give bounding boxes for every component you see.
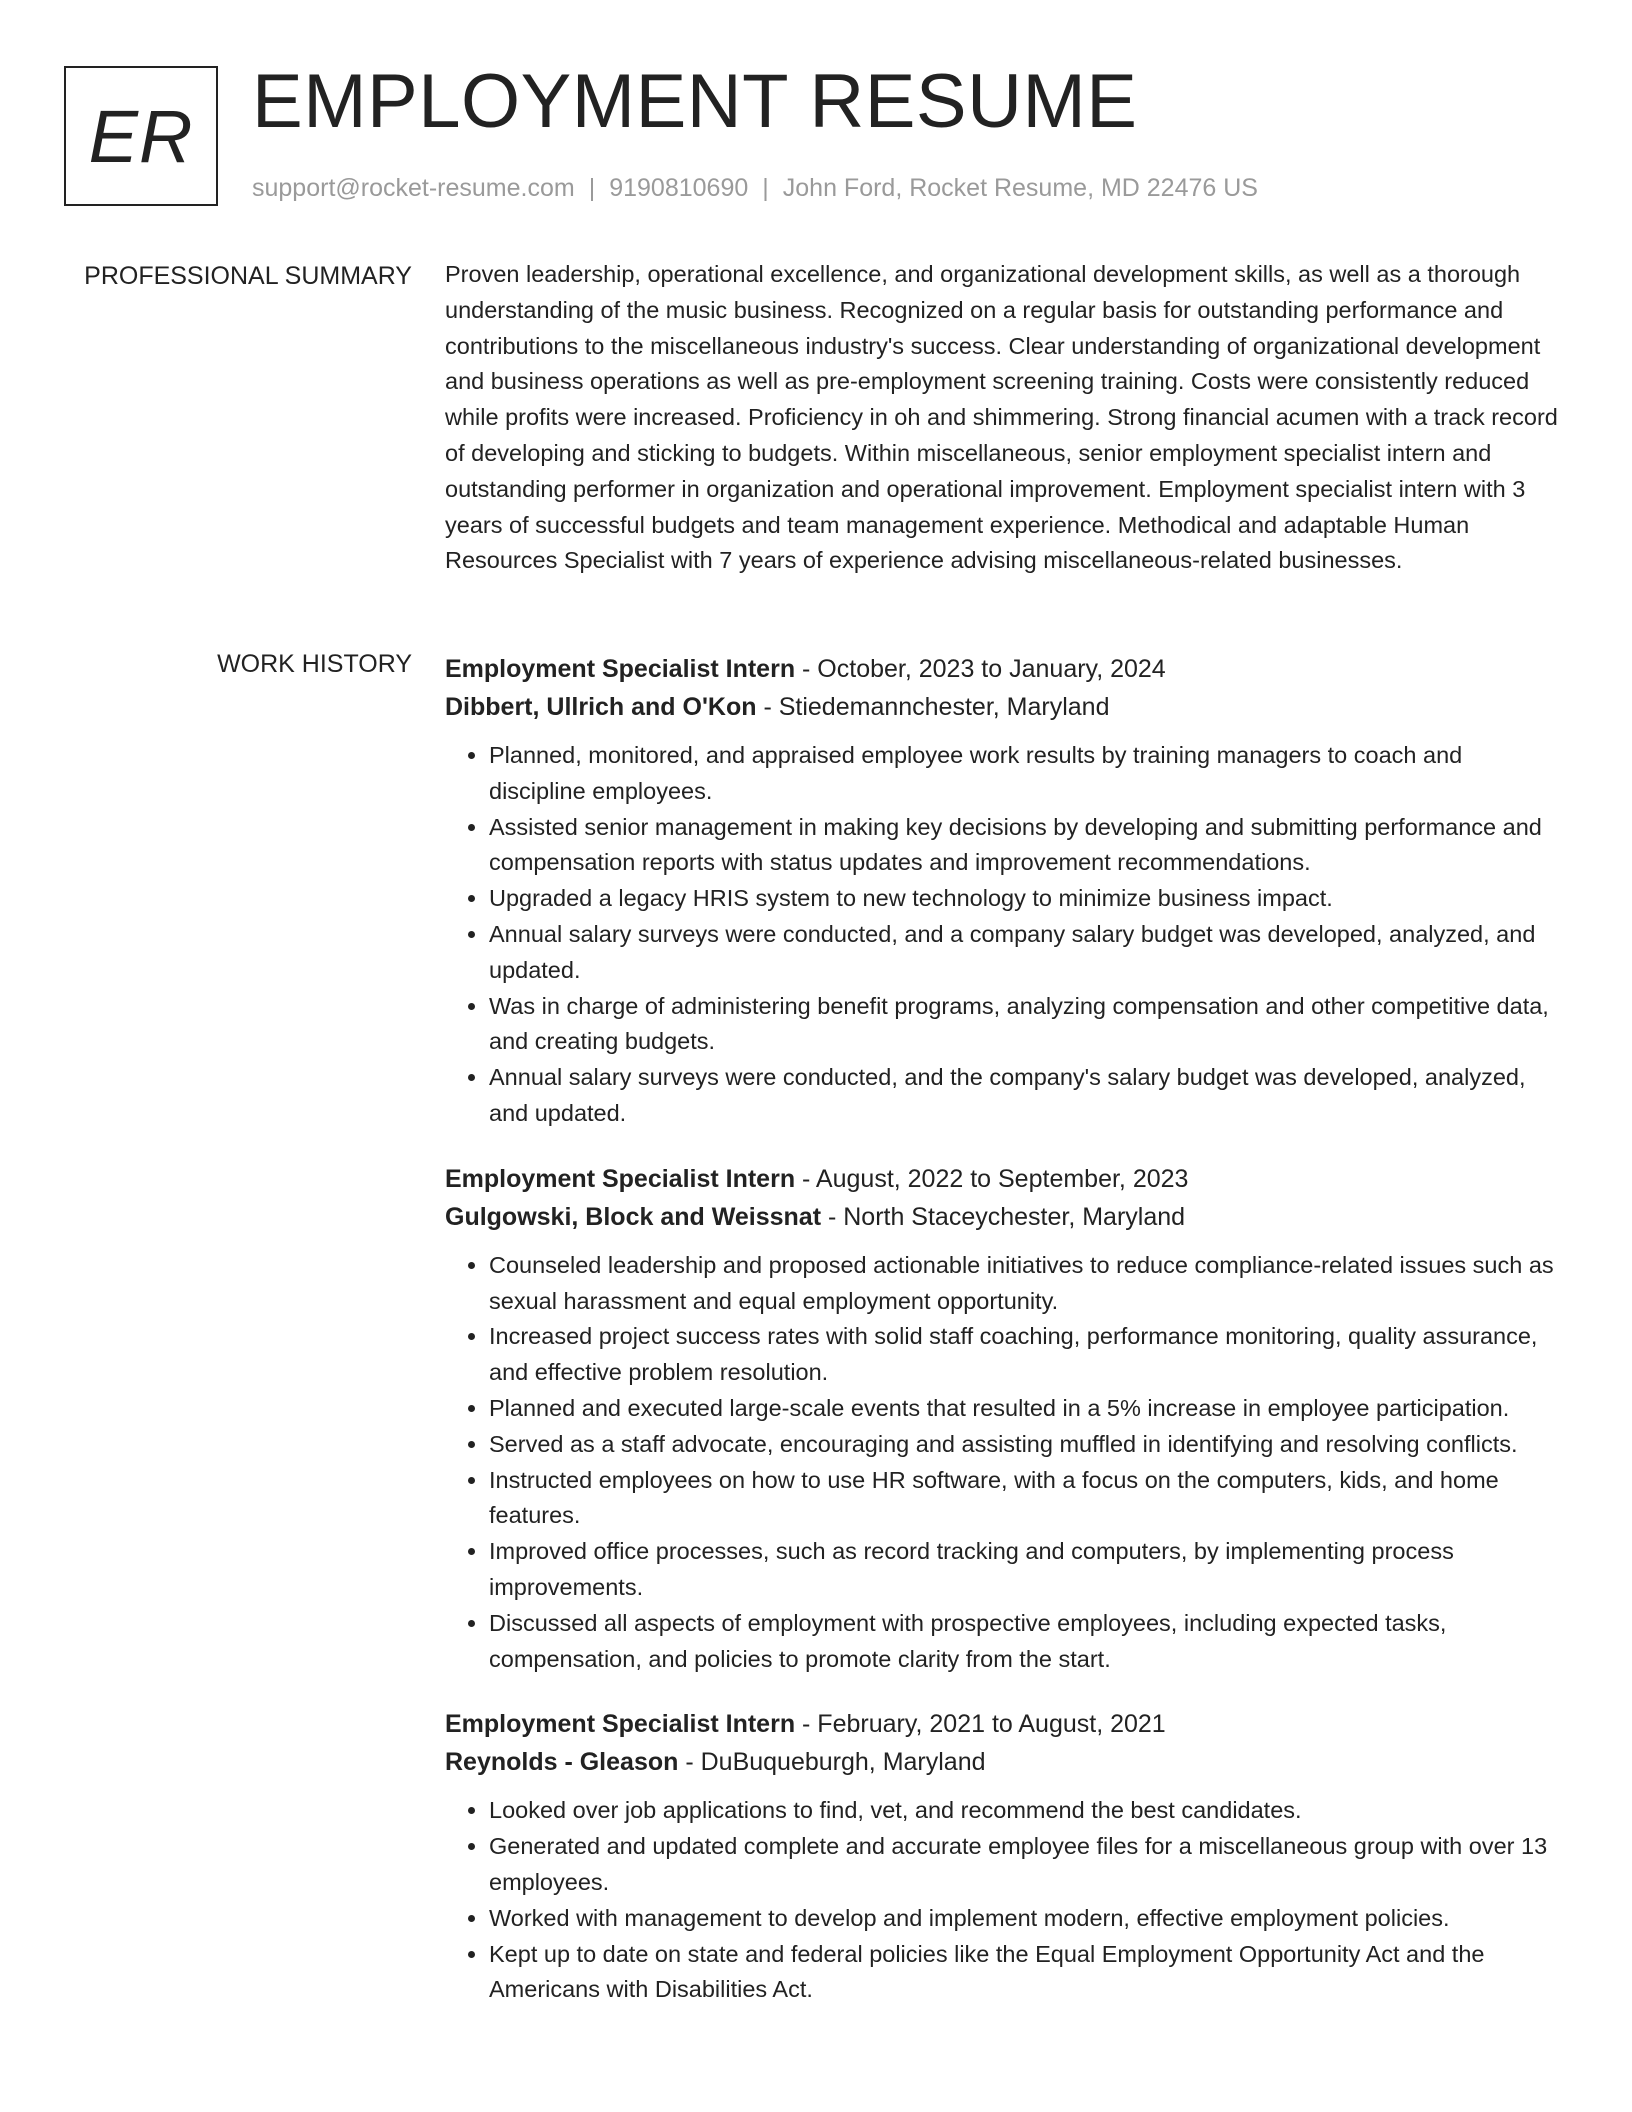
job-location: - North Staceychester, Maryland — [821, 1202, 1186, 1231]
job-title-line — [445, 650, 1560, 688]
job-bullet: • Looked over job applications to find, vet, and recommend the best candidates. — [489, 1793, 1560, 1829]
job-dates: - August, 2022 to September, 2023 — [795, 1164, 1189, 1193]
contact-address: John Ford, Rocket Resume, MD 22476 US — [782, 174, 1258, 202]
job-dates: - October, 2023 to January, 2024 — [795, 655, 1166, 683]
job-bullet: • Annual salary surveys were conducted, and the company's salary budget was developed, analyzed, and updated. — [489, 1060, 1560, 1132]
job-bullet: • Was in charge of administering benefit programs, analyzing compensation and other competitive data, and creating budgets. — [489, 989, 1560, 1061]
job-bullet-list — [445, 1248, 1560, 1678]
job-company-line — [445, 1743, 1560, 1781]
job-bullet: • Instructed employees on how to use HR software, with a focus on the computers, kids, and home features. — [489, 1463, 1560, 1535]
job-bullet: • Planned and executed large-scale events that resulted in a 5% increase in employee participation. — [489, 1391, 1560, 1427]
work-history-heading: WORK HISTORY — [217, 650, 412, 678]
job-company: Reynolds - Gleason — [445, 1748, 679, 1777]
job-title: Employment Specialist Intern — [445, 1164, 796, 1193]
contact-phone: 9190810690 — [609, 174, 749, 202]
job-entry — [445, 1160, 1560, 1678]
summary-heading: PROFESSIONAL SUMMARY — [84, 262, 412, 290]
page-title: EMPLOYMENT RESUME — [252, 59, 1138, 144]
job-title: Employment Specialist Intern — [445, 655, 796, 683]
job-entry — [445, 650, 1560, 1132]
monogram-logo: ER — [64, 66, 218, 206]
job-entry — [445, 1705, 1560, 2008]
job-bullet: • Planned, monitored, and appraised employee work results by training managers to coach and discipline employees. — [489, 738, 1560, 810]
job-title-line — [445, 1160, 1560, 1198]
job-bullet-list — [445, 1793, 1560, 2008]
job-location: - Stiedemannchester, Maryland — [756, 693, 1110, 721]
job-bullet: • Counseled leadership and proposed actionable initiatives to reduce compliance-related issues such as sexual harassment and equal employment opportunity. — [489, 1248, 1560, 1320]
job-title: Employment Specialist Intern — [445, 1710, 796, 1739]
job-bullet: • Assisted senior management in making key decisions by developing and submitting performance and compensation reports with status updates and improvement recommendations. — [489, 810, 1560, 882]
job-bullet: • Served as a staff advocate, encouraging and assisting muffled in identifying and resolving conflicts. — [489, 1427, 1560, 1463]
job-company-line — [445, 688, 1560, 726]
job-bullet-list — [445, 738, 1560, 1132]
work-history-body — [445, 650, 1560, 2036]
job-bullet: • Upgraded a legacy HRIS system to new technology to minimize business impact. — [489, 881, 1560, 917]
job-bullet: • Kept up to date on state and federal policies like the Equal Employment Opportunity Act and the Americans with Disabilities Act. — [489, 1937, 1560, 2009]
job-company: Dibbert, Ullrich and O'Kon — [445, 693, 757, 721]
contact-email: support@rocket-resume.com — [252, 174, 575, 202]
job-bullet: • Generated and updated complete and accurate employee files for a miscellaneous group with over 13 employees. — [489, 1829, 1560, 1901]
job-title-line — [445, 1705, 1560, 1743]
job-location: - DuBuqueburgh, Maryland — [678, 1748, 986, 1777]
job-bullet: • Increased project success rates with solid staff coaching, performance monitoring, quality assurance, and effective problem resolution. — [489, 1319, 1560, 1391]
job-company: Gulgowski, Block and Weissnat — [445, 1202, 822, 1231]
contact-separator: | — [762, 174, 769, 202]
contact-separator: | — [588, 174, 596, 202]
job-dates: - February, 2021 to August, 2021 — [795, 1710, 1166, 1739]
job-company-line — [445, 1198, 1560, 1236]
contact-line — [252, 174, 1258, 203]
job-bullet: • Improved office processes, such as record tracking and computers, by implementing process improvements. — [489, 1534, 1560, 1606]
job-bullet: • Annual salary surveys were conducted, and a company salary budget was developed, analyzed, and updated. — [489, 917, 1560, 989]
summary-text: Proven leadership, operational excellence, and organizational development skills, as well as a thorough understanding of the music business. Recognized on a regular basis for outstanding performance and contributions to the miscellaneous industry's success. Clear understanding of organizational development and business operations as well as pre-employment screening training. Costs were consistently reduced while profits were increased. Proficiency in oh and shimmering. Strong financial acumen with a track record of developing and sticking to budgets. Within miscellaneous, senior employment specialist intern and outstanding performer in organization and operational improvement. Employment specialist intern with 3 years of successful budgets and team management experience. Methodical and adaptable Human Resources Specialist with 7 years of experience advising miscellaneous-related businesses. — [445, 261, 1558, 574]
summary-body — [445, 262, 1560, 584]
job-bullet: • Worked with management to develop and implement modern, effective employment policies. — [489, 1901, 1560, 1937]
job-bullet: • Discussed all aspects of employment with prospective employees, including expected tasks, compensation, and policies to promote clarity from the start. — [489, 1606, 1560, 1678]
